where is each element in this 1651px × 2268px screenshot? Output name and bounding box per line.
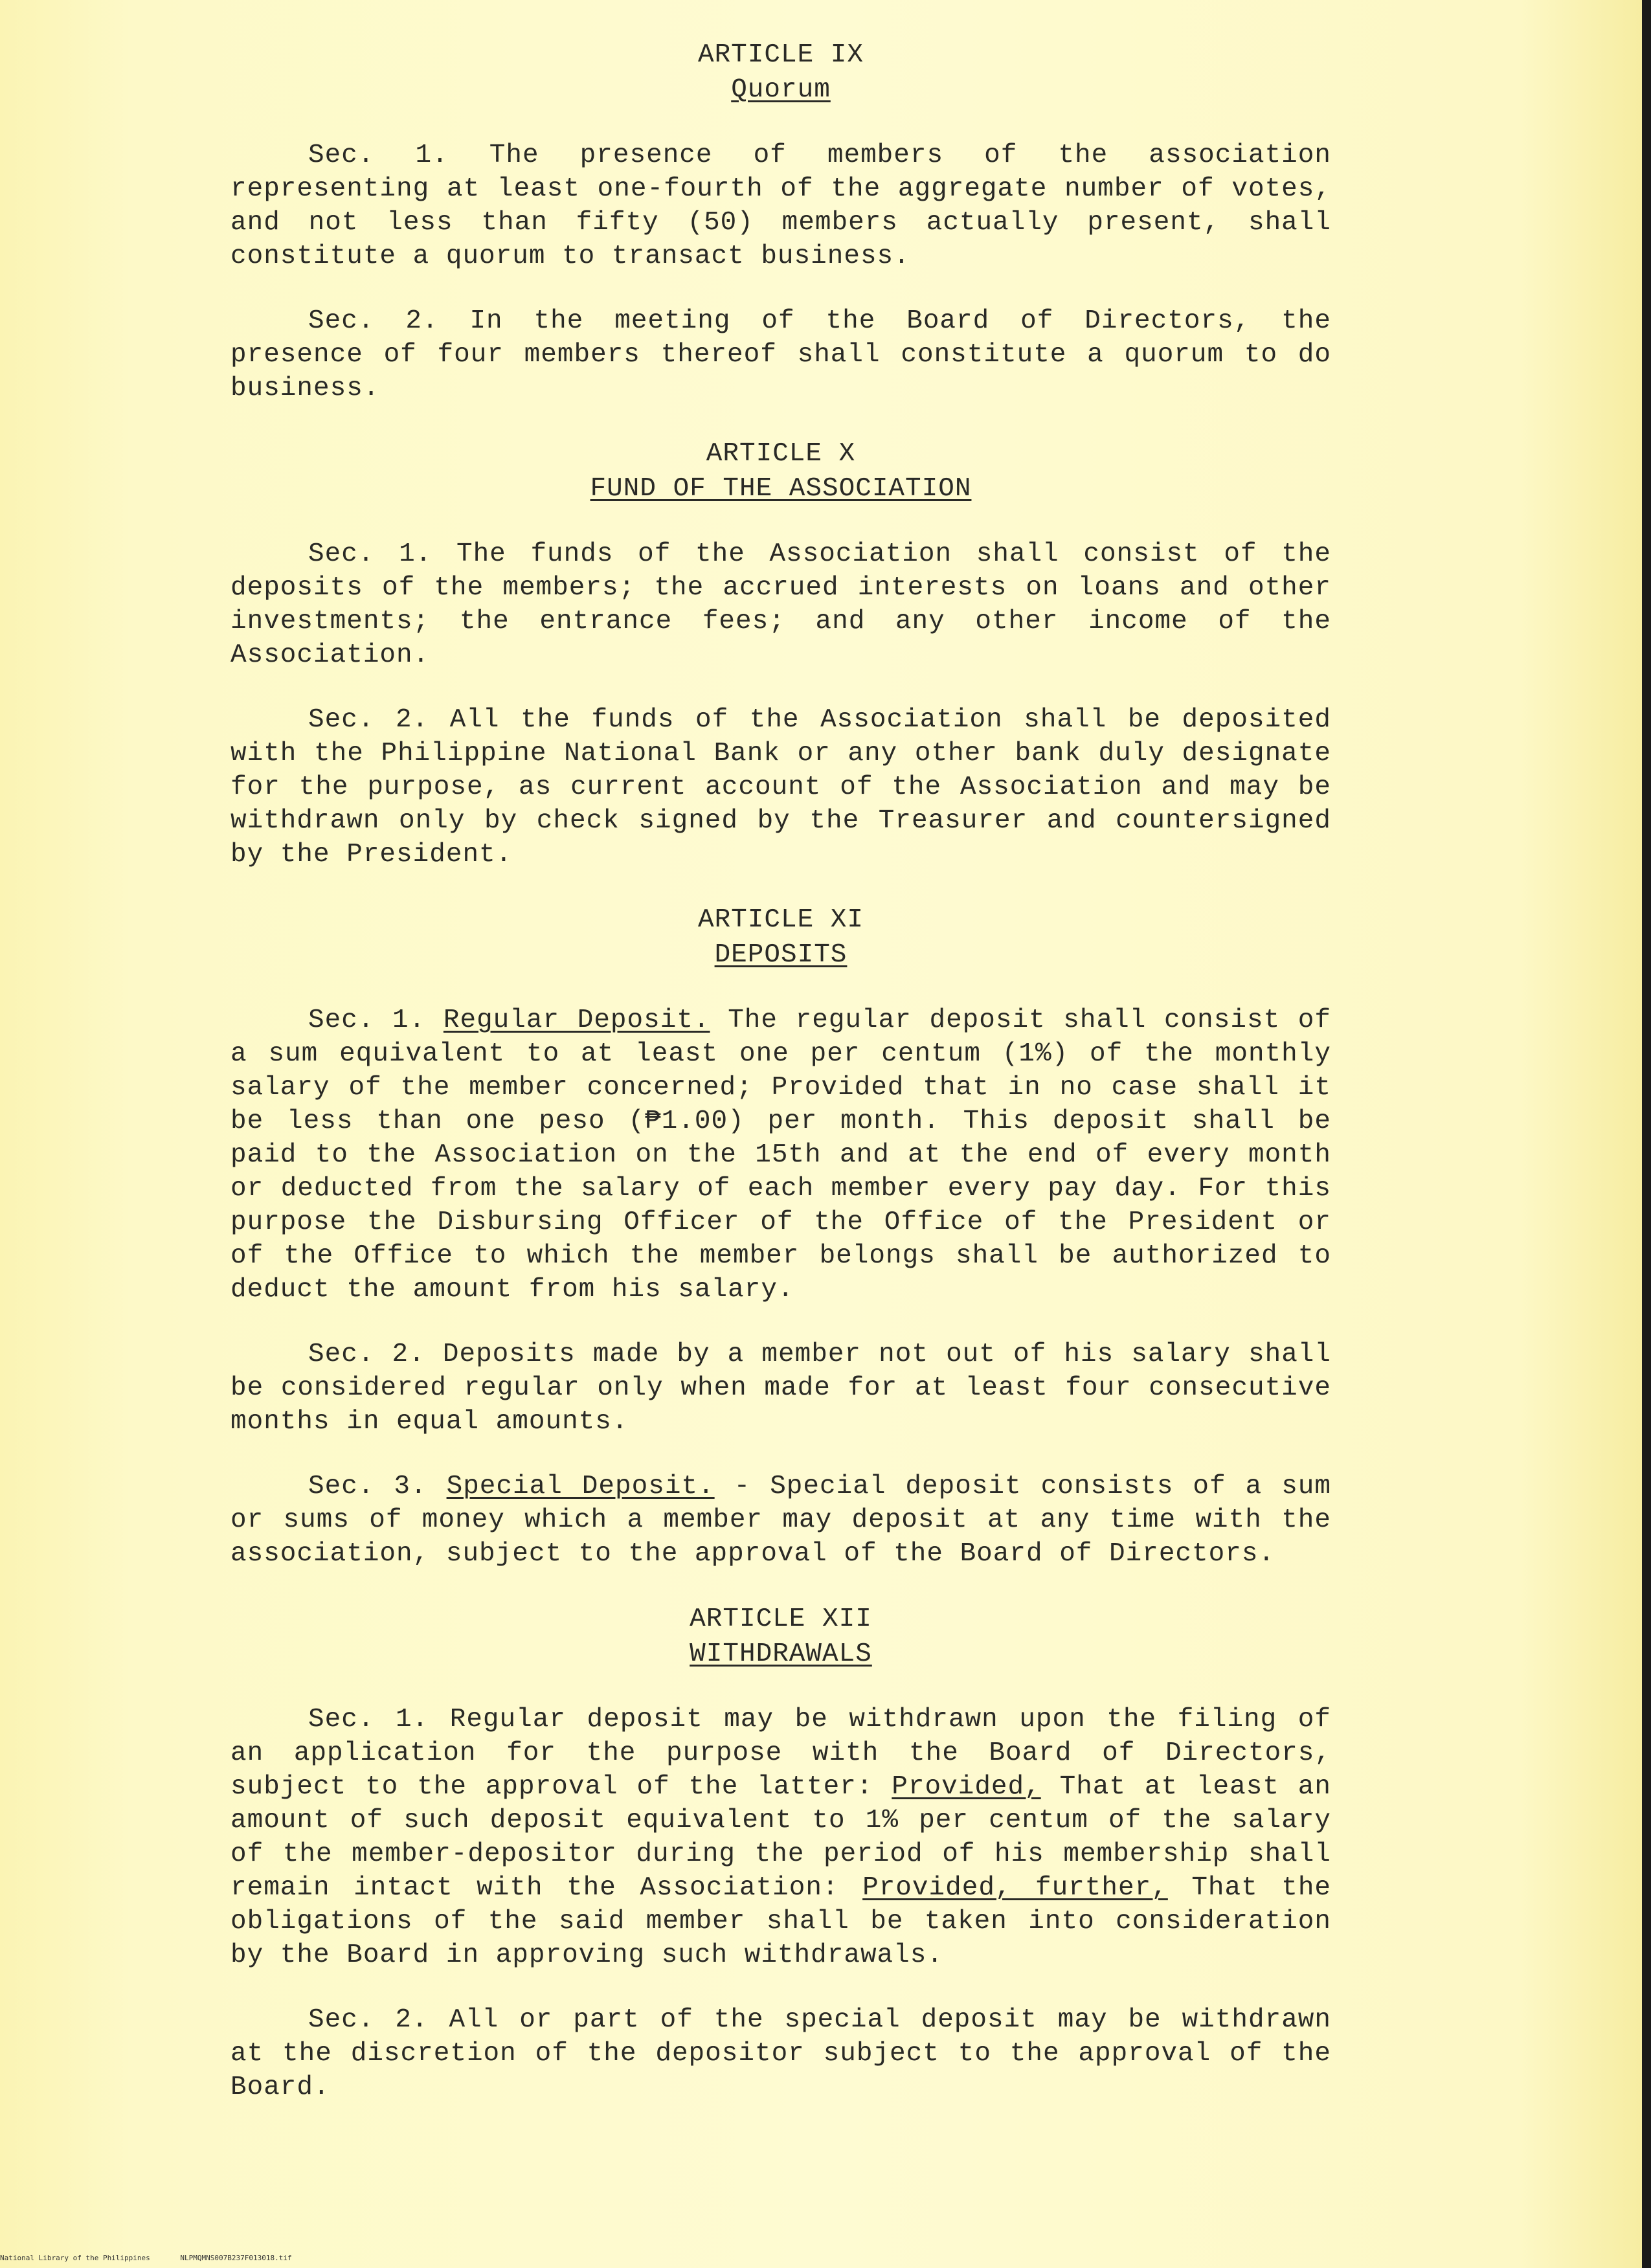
section-text: In the meeting of the Board of Directors, the presence of four members thereof shall constitute a quorum to do business. <box>230 306 1331 403</box>
article-title: ARTICLE X <box>706 439 856 469</box>
section-paragraph <box>230 139 1331 273</box>
section-text: - Special deposit consists of a sum or sums of money which a member may deposit at any time with the association, subject to the approval of the Board of Directors. <box>230 1472 1332 1569</box>
section-number: Sec. 1. <box>308 1705 429 1735</box>
section-text: That at least an amount of such deposit equivalent to 1% per centum of the salary of the member-depositor during the period of his membership shall remain intact with the Association: <box>230 1772 1331 1903</box>
article-xi <box>230 903 1331 1571</box>
document-body <box>230 38 1331 2135</box>
article-header <box>230 903 1331 972</box>
section-number: Sec. 1. <box>308 1005 426 1035</box>
file-id: NLPMQMNS007B237F013018.tif <box>180 2254 292 2262</box>
section-number: Sec. 2. <box>308 705 429 735</box>
article-header <box>230 1602 1331 1672</box>
section-paragraph <box>230 304 1331 405</box>
article-subtitle: FUND OF THE ASSOCIATION <box>590 474 972 504</box>
section-text: That the obligations of the said member shall be taken into consideration by the Board in approving such withdrawals. <box>230 1873 1332 1970</box>
article-subtitle: Quorum <box>731 75 831 105</box>
section-number: Sec. 1. <box>308 140 449 170</box>
section-text: Regular deposit may be withdrawn upon the filing of an application for the purpose with the Board of Directors, subject to the approval of the latter: <box>230 1705 1331 1802</box>
article-title: ARTICLE XI <box>697 905 864 935</box>
section-number: Sec. 3. <box>308 1472 427 1501</box>
article-subtitle: DEPOSITS <box>714 940 848 970</box>
proviso-label: Provided, <box>892 1772 1041 1802</box>
article-title: ARTICLE IX <box>697 40 864 70</box>
section-number: Sec. 1. <box>308 539 432 569</box>
library-name: National Library of the Philippines <box>0 2254 150 2262</box>
article-subtitle: WITHDRAWALS <box>690 1639 872 1669</box>
section-text: Deposits made by a member not out of his salary shall be considered regular only when made for at least four consecutive months in equal amounts. <box>230 1340 1332 1437</box>
section-text: The presence of members of the association representing at least one-fourth of the aggregate number of votes, and not less than fifty (50) members actually present, shall constitute a quorum to transact business. <box>230 140 1331 271</box>
proviso-label: Provided, further, <box>862 1873 1168 1903</box>
section-paragraph <box>230 703 1331 871</box>
section-paragraph <box>230 537 1331 672</box>
article-ix <box>230 38 1331 405</box>
scan-edge <box>1642 0 1651 2268</box>
section-text: The funds of the Association shall consist of the deposits of the members; the accrued interests on loans and other investments; the entrance fees; and any other income of the Association. <box>230 539 1332 670</box>
article-x <box>230 436 1331 871</box>
section-text: All or part of the special deposit may be withdrawn at the discretion of the depositor subject to the approval of the Board. <box>230 2005 1332 2102</box>
section-number: Sec. 2. <box>308 2005 429 2035</box>
article-header <box>230 436 1331 506</box>
section-paragraph <box>230 1338 1331 1439</box>
scan-footer <box>0 2254 518 2263</box>
section-paragraph <box>230 1470 1331 1571</box>
section-number: Sec. 2. <box>308 1340 425 1369</box>
article-header <box>230 38 1331 107</box>
article-title: ARTICLE XII <box>690 1604 872 1634</box>
section-number: Sec. 2. <box>308 306 439 336</box>
section-paragraph <box>230 1703 1331 1972</box>
section-paragraph <box>230 2003 1331 2104</box>
section-text: All the funds of the Association shall be deposited with the Philippine National Bank or any other bank duly designate for the purpose, as current account of the Association and may be withdrawn only by check signed by the Treasurer and countersigned by the President. <box>230 705 1331 870</box>
section-label: Regular Deposit. <box>443 1005 710 1035</box>
article-xii <box>230 1602 1331 2104</box>
section-label: Special Deposit. <box>446 1472 715 1501</box>
section-paragraph <box>230 1004 1331 1307</box>
section-text: The regular deposit shall consist of a sum equivalent to at least one per centum (1%) of the monthly salary of the member concerned; Provided that in no case shall it be less than one peso (₱1.00) per month. This deposit shall be paid to the Association on the 15th and at the end of every month or deducted from the salary of each member every pay day. For this purpose the Disbursing Officer of the Office of the President or of the Office to which the member belongs shall be authorized to deduct the amount from his salary. <box>230 1005 1332 1305</box>
